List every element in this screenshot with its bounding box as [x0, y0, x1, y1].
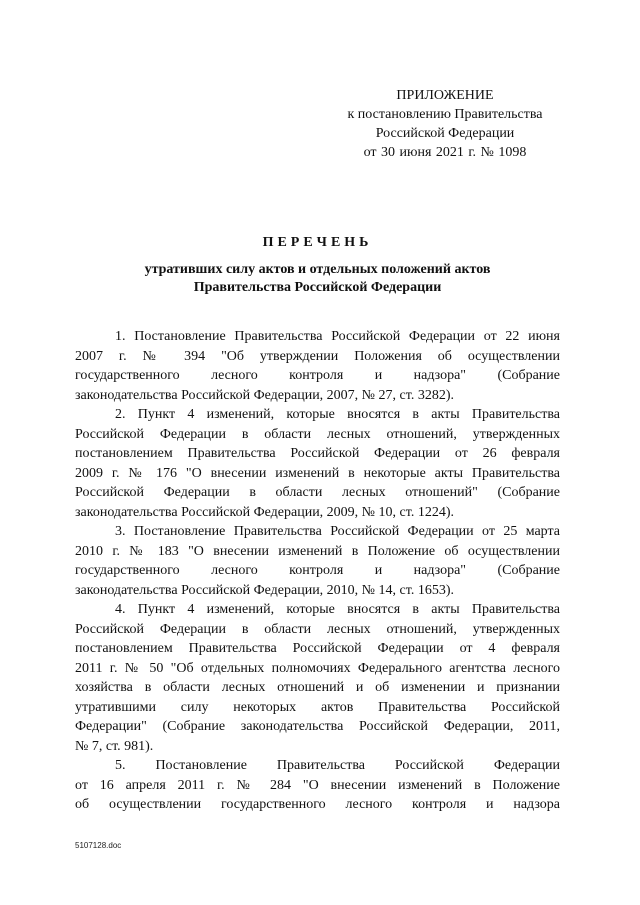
list-item-line: законодательства Российской Федерации, 2007, № 27, ст. 3282).	[75, 387, 454, 403]
list-item-line: 5. Постановление Правительства Российской Федерации	[115, 758, 560, 773]
appendix-title: ПРИЛОЖЕНИЕ	[396, 88, 494, 103]
list-item	[75, 405, 560, 522]
items-list	[75, 327, 560, 815]
appendix-line-3: Российской Федерации	[375, 126, 515, 141]
list-item-line: Российской Федерации в области лесных отношений, утвержденных	[75, 621, 560, 637]
appendix-block	[325, 86, 565, 162]
list-item-line: Российской Федерации в области лесных отношений" (Собрание	[75, 485, 560, 500]
list-item	[75, 522, 560, 600]
list-item-line: 4. Пункт 4 изменений, которые вносятся в акты Правительства	[115, 602, 560, 617]
list-item-line: государственного лесного контроля и надзора" (Собрание	[75, 563, 560, 578]
list-item-line: законодательства Российской Федерации, 2010, № 14, ст. 1653).	[75, 582, 454, 598]
list-item-line: № 7, ст. 981).	[75, 738, 154, 754]
list-item	[75, 756, 560, 815]
list-item-line: 1. Постановление Правительства Российской Федерации от 22 июня	[115, 329, 560, 344]
list-item-line: Российской Федерации в области лесных отношений, утвержденных	[75, 426, 560, 442]
document-title: ПЕРЕЧЕНЬ	[262, 235, 373, 250]
list-item-line: 2011 г. № 50 "Об отдельных полномочиях Федерального агентства лесного	[75, 660, 560, 676]
list-item-line: государственного лесного контроля и надзора" (Собрание	[75, 368, 560, 383]
list-item-line: от 16 апреля 2011 г. № 284 "О внесении изменений в Положение	[75, 777, 560, 793]
subtitle-line-1: утративших силу актов и отдельных положений актов	[144, 262, 491, 277]
list-item-line: 2010 г. № 183 "О внесении изменений в Положение об осуществлении	[75, 543, 560, 559]
list-item-line: 2009 г. № 176 "О внесении изменений в некоторые акты Правительства	[75, 465, 560, 481]
list-item-line: хозяйства в области лесных отношений и об изменении и признании	[75, 680, 560, 695]
document-code: 5107128.doc	[75, 841, 122, 850]
list-item-line: об осуществлении государственного лесного контроля и надзора	[75, 797, 560, 812]
appendix-line-4: от 30 июня 2021 г. № 1098	[363, 145, 527, 160]
list-item-line: постановлением Правительства Российской Федерации от 4 февраля	[75, 641, 560, 656]
list-item-line: 2007 г. № 394 "Об утверждении Положения об осуществлении	[75, 348, 560, 364]
list-item-line: 3. Постановление Правительства Российской Федерации от 25 марта	[115, 524, 560, 539]
subtitle-line-2: Правительства Российской Федерации	[193, 280, 442, 295]
list-item	[75, 327, 560, 405]
list-item-line: постановлением Правительства Российской Федерации от 26 февраля	[75, 446, 560, 461]
list-item-line: 2. Пункт 4 изменений, которые вносятся в акты Правительства	[115, 407, 560, 422]
list-item-line: утратившими силу некоторых актов Правительства Российской	[75, 699, 560, 715]
appendix-line-2: к постановлению Правительства	[347, 107, 543, 122]
list-item	[75, 600, 560, 756]
list-item-line: законодательства Российской Федерации, 2009, № 10, ст. 1224).	[75, 504, 454, 520]
document-subtitle	[75, 261, 560, 297]
list-item-line: Федерации" (Собрание законодательства Российской Федерации, 2011,	[75, 719, 560, 734]
